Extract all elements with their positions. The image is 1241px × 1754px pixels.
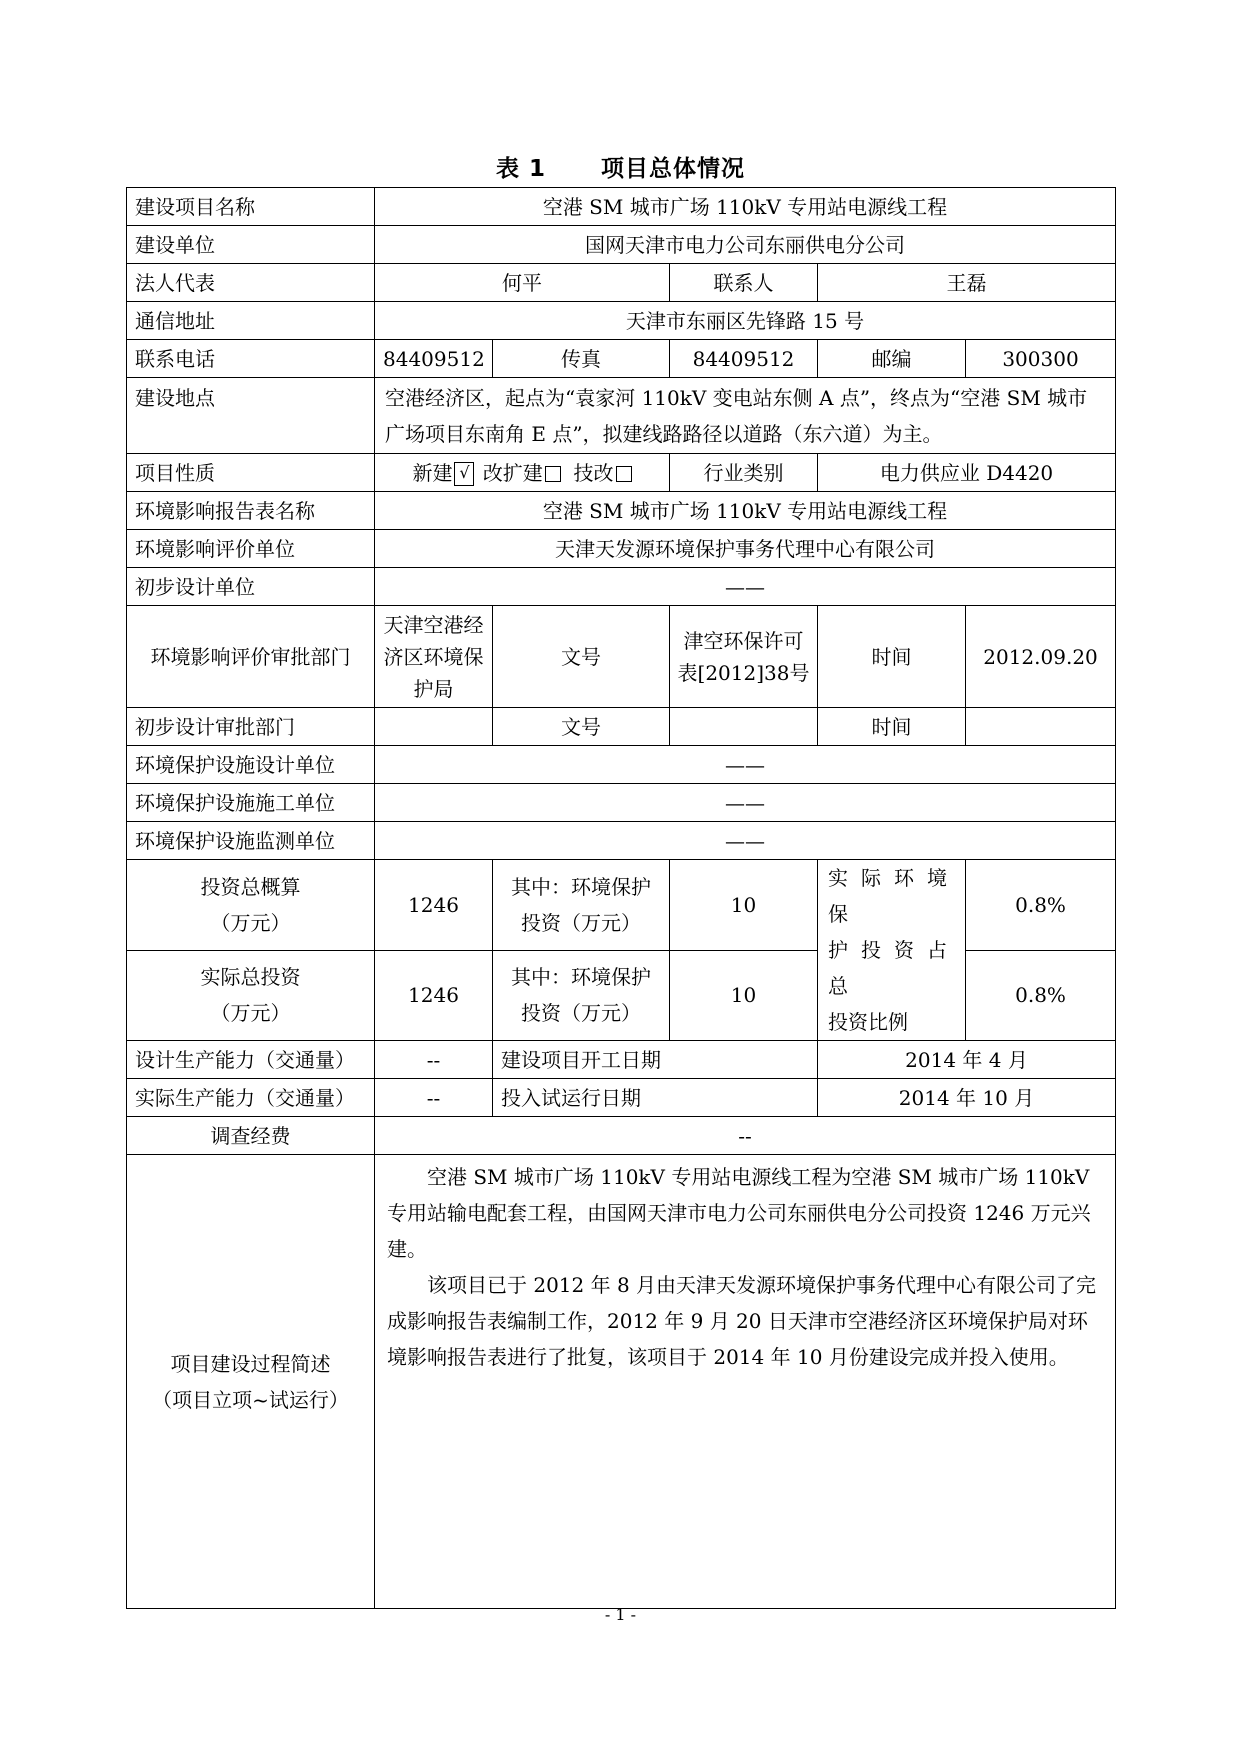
row-actual-capacity [127, 1079, 1116, 1117]
label-env-ratio-line1: 实际环境保 [828, 866, 955, 926]
label-env-ratio [818, 860, 966, 1041]
row-phone [127, 340, 1116, 378]
process-paragraph-2: 该项目已于 2012 年 8 月由天津天发源环境保护事务代理中心有限公司了完成影响报告表编制工作，2012 年 9 月 20 日天津市空港经济区环境保护局对环境影响报告表进行了批复，该项目于 2014 年 10 月份建设完成并投入使用。 [387, 1273, 1097, 1369]
label-env-design-unit: 环境保护设施设计单位 [127, 746, 375, 784]
value-invest-actual: 1246 [375, 950, 493, 1041]
label-invest-budget-env-line1: 其中：环境保护 [511, 874, 651, 899]
label-invest-budget-line2: （万元） [210, 910, 291, 935]
label-industry: 行业类别 [670, 454, 818, 492]
row-prelim-design-unit [127, 568, 1116, 606]
row-env-design-unit [127, 746, 1116, 784]
label-trial-date: 投入试运行日期 [493, 1079, 818, 1117]
nature-new-checkbox[interactable]: √ [454, 462, 474, 486]
nature-expand-label: 改扩建 [482, 460, 543, 485]
value-prelim-dept [375, 708, 493, 746]
value-survey-fee: -- [375, 1117, 1116, 1155]
label-prelim-approval: 初步设计审批部门 [127, 708, 375, 746]
label-invest-budget-env-line2: 投资（万元） [521, 910, 641, 935]
label-project-name: 建设项目名称 [127, 188, 375, 226]
value-env-build-unit: —— [375, 784, 1116, 822]
label-invest-actual-line2: （万元） [210, 1001, 291, 1026]
label-env-monitor-unit: 环境保护设施监测单位 [127, 822, 375, 860]
row-design-capacity [127, 1041, 1116, 1079]
label-actual-capacity: 实际生产能力（交通量） [127, 1079, 375, 1117]
row-report-name [127, 492, 1116, 530]
value-invest-budget: 1246 [375, 860, 493, 951]
value-design-capacity: -- [375, 1041, 493, 1079]
row-nature [127, 454, 1116, 492]
label-invest-budget-env [493, 860, 670, 951]
row-prelim-approval [127, 708, 1116, 746]
row-env-build-unit [127, 784, 1116, 822]
row-eia-approval [127, 606, 1116, 708]
nature-expand-checkbox[interactable] [545, 466, 561, 482]
label-invest-actual-env [493, 950, 670, 1041]
value-invest-budget-env: 10 [670, 860, 818, 951]
label-invest-budget-line1: 投资总概算 [200, 874, 301, 899]
value-fax: 84409512 [670, 340, 818, 378]
row-builder [127, 226, 1116, 264]
row-invest-budget [127, 860, 1116, 951]
value-nature [375, 454, 670, 492]
label-address: 通信地址 [127, 302, 375, 340]
project-overview-table [126, 187, 1116, 1609]
label-report-name: 环境影响报告表名称 [127, 492, 375, 530]
page-number: - 1 - [604, 1605, 637, 1624]
table-title [0, 150, 1241, 183]
label-survey-fee: 调查经费 [127, 1117, 375, 1155]
label-invest-actual [127, 950, 375, 1041]
row-location [127, 378, 1116, 454]
nature-tech-checkbox[interactable] [616, 466, 632, 482]
label-start-date: 建设项目开工日期 [493, 1041, 818, 1079]
label-invest-actual-env-line2: 投资（万元） [521, 1001, 641, 1026]
value-start-date: 2014 年 4 月 [818, 1041, 1116, 1079]
label-nature: 项目性质 [127, 454, 375, 492]
label-env-ratio-line2: 护投资占总 [828, 938, 955, 998]
label-process [127, 1155, 375, 1609]
label-contact: 联系人 [670, 264, 818, 302]
label-zip: 邮编 [818, 340, 966, 378]
process-paragraph-1: 空港 SM 城市广场 110kV 专用站电源线工程为空港 SM 城市广场 110kV 专用站输电配套工程，由国网天津市电力公司东丽供电分公司投资 1246 万元兴建。 [387, 1165, 1091, 1261]
row-env-monitor-unit [127, 822, 1116, 860]
value-report-name: 空港 SM 城市广场 110kV 专用站电源线工程 [375, 492, 1116, 530]
value-eia-doc: 津空环保许可表[2012]38号 [670, 606, 818, 708]
value-invest-actual-ratio: 0.8% [966, 950, 1116, 1041]
nature-new-label: 新建 [412, 460, 453, 485]
label-prelim-doc: 文号 [493, 708, 670, 746]
value-actual-capacity: -- [375, 1079, 493, 1117]
row-legal-rep [127, 264, 1116, 302]
value-invest-actual-env: 10 [670, 950, 818, 1041]
value-prelim-design-unit: —— [375, 568, 1116, 606]
label-fax: 传真 [493, 340, 670, 378]
value-invest-budget-ratio: 0.8% [966, 860, 1116, 951]
value-env-monitor-unit: —— [375, 822, 1116, 860]
label-invest-budget [127, 860, 375, 951]
table-number: 表 1 [495, 156, 546, 182]
value-trial-date: 2014 年 10 月 [818, 1079, 1116, 1117]
label-builder: 建设单位 [127, 226, 375, 264]
label-prelim-design-unit: 初步设计单位 [127, 568, 375, 606]
label-legal-rep: 法人代表 [127, 264, 375, 302]
row-survey-fee [127, 1117, 1116, 1155]
value-project-name: 空港 SM 城市广场 110kV 专用站电源线工程 [375, 188, 1116, 226]
nature-tech-label: 技改 [573, 460, 614, 485]
label-eia-time: 时间 [818, 606, 966, 708]
value-address: 天津市东丽区先锋路 15 号 [375, 302, 1116, 340]
row-process [127, 1155, 1116, 1609]
label-eia-unit: 环境影响评价单位 [127, 530, 375, 568]
value-zip: 300300 [966, 340, 1116, 378]
label-phone: 联系电话 [127, 340, 375, 378]
value-location: 空港经济区，起点为“袁家河 110kV 变电站东侧 A 点”，终点为“空港 SM 城市广场项目东南角 E 点”，拟建线路路径以道路（东六道）为主。 [375, 378, 1116, 454]
label-eia-approval: 环境影响评价审批部门 [127, 606, 375, 708]
label-process-line2: （项目立项~试运行） [152, 1387, 349, 1412]
value-eia-time: 2012.09.20 [966, 606, 1116, 708]
value-contact: 王磊 [818, 264, 1116, 302]
label-env-ratio-line3: 投资比例 [828, 1010, 908, 1034]
label-invest-actual-line1: 实际总投资 [200, 965, 301, 990]
value-legal-rep: 何平 [375, 264, 670, 302]
label-eia-doc: 文号 [493, 606, 670, 708]
value-eia-unit: 天津天发源环境保护事务代理中心有限公司 [375, 530, 1116, 568]
value-process [375, 1155, 1116, 1609]
value-prelim-time [966, 708, 1116, 746]
label-process-line1: 项目建设过程简述 [170, 1351, 331, 1376]
value-eia-dept: 天津空港经济区环境保护局 [375, 606, 493, 708]
value-phone: 84409512 [375, 340, 493, 378]
table-name: 项目总体情况 [601, 156, 745, 182]
row-project-name [127, 188, 1116, 226]
row-invest-actual [127, 950, 1116, 1041]
label-prelim-time: 时间 [818, 708, 966, 746]
row-eia-unit [127, 530, 1116, 568]
label-design-capacity: 设计生产能力（交通量） [127, 1041, 375, 1079]
label-env-build-unit: 环境保护设施施工单位 [127, 784, 375, 822]
label-location: 建设地点 [127, 378, 375, 454]
value-builder: 国网天津市电力公司东丽供电分公司 [375, 226, 1116, 264]
value-industry: 电力供应业 D4420 [818, 454, 1116, 492]
value-prelim-doc [670, 708, 818, 746]
row-address [127, 302, 1116, 340]
value-env-design-unit: —— [375, 746, 1116, 784]
label-invest-actual-env-line1: 其中：环境保护 [511, 965, 651, 990]
